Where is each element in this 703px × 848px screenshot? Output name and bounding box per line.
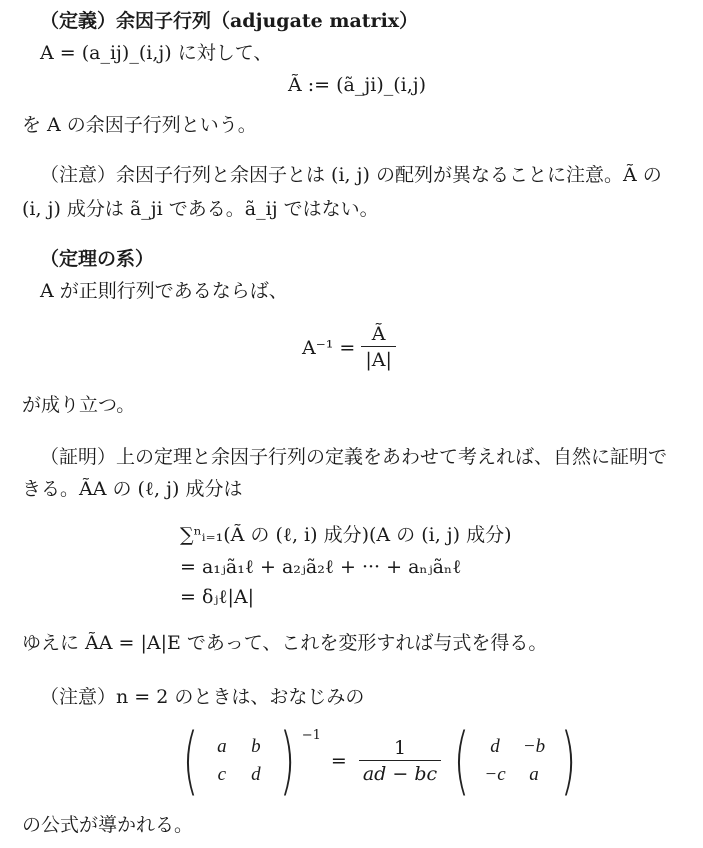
equals-sign: = [330,750,347,772]
right-paren: ) [279,718,296,804]
matrix-right [476,736,554,786]
definition-heading: （定義）余因子行列（adjugate matrix） [40,10,419,32]
corollary-formula-lhs: A⁻¹ = [302,336,356,359]
matrix-right-cell: d [490,736,500,757]
note2-fraction [359,736,441,787]
corollary-fraction-numerator: Ã [371,323,386,345]
corollary-formula [302,322,402,373]
matrix-left [205,736,273,786]
corollary-line2: が成り立つ。 [22,394,136,416]
matrix-left-cell: b [251,736,261,757]
corollary-fraction-denominator: |A| [361,346,396,373]
proof-line1: （証明）上の定理と余因子行列の定義をあわせて考えれば、自然に証明で [40,446,668,468]
right-paren: ) [560,718,577,804]
matrix-right-cell: a [529,764,539,785]
proof-eq2: = a₁ⱼã₁ℓ + a₂ⱼã₂ℓ + ··· + aₙⱼãₙℓ [180,556,462,578]
matrix-right-cell: −c [484,764,506,785]
matrix-left-cell: d [251,764,261,785]
definition-formula: Ã := (ã_ji)_(i,j) [288,74,427,96]
proof-line2: きる。ÃA の (ℓ, j) 成分は [22,478,243,500]
proof-eq1: ∑ⁿᵢ₌₁(Ã の (ℓ, i) 成分)(A の (i, j) 成分) [180,524,512,546]
proof-eq3: = δⱼℓ|A| [180,586,255,608]
proof-line3: ゆえに ÃA = |A|E であって、これを変形すれば与式を得る。 [22,632,548,654]
definition-line2: を A の余因子行列という。 [22,114,257,136]
corollary-line1: A が正則行列であるならば、 [40,280,288,302]
corollary-fraction [361,322,396,373]
note1-line1: （注意）余因子行列と余因子とは (i, j) の配列が異なることに注意。Ã の [40,164,662,186]
definition-line1: A = (a_ij)_(i,j) に対して、 [40,42,273,64]
matrix-right-cell: −b [522,736,546,757]
note2-line2: の公式が導かれる。 [22,814,194,836]
matrix-exponent: −1 [301,728,321,743]
note2-fraction-denominator: ad − bc [359,760,441,787]
matrix-left-cell: a [217,736,227,757]
matrix-left-cell: c [217,764,227,785]
left-paren: ( [453,718,470,804]
corollary-heading: （定理の系） [40,248,155,270]
note2-line1: （注意）n = 2 のときは、おなじみの [40,686,365,708]
left-paren: ( [182,718,199,804]
note1-line2: (i, j) 成分は ã_ji である。ã_ij ではない。 [22,198,379,220]
note2-formula [176,718,583,804]
note2-fraction-numerator: 1 [393,736,407,759]
